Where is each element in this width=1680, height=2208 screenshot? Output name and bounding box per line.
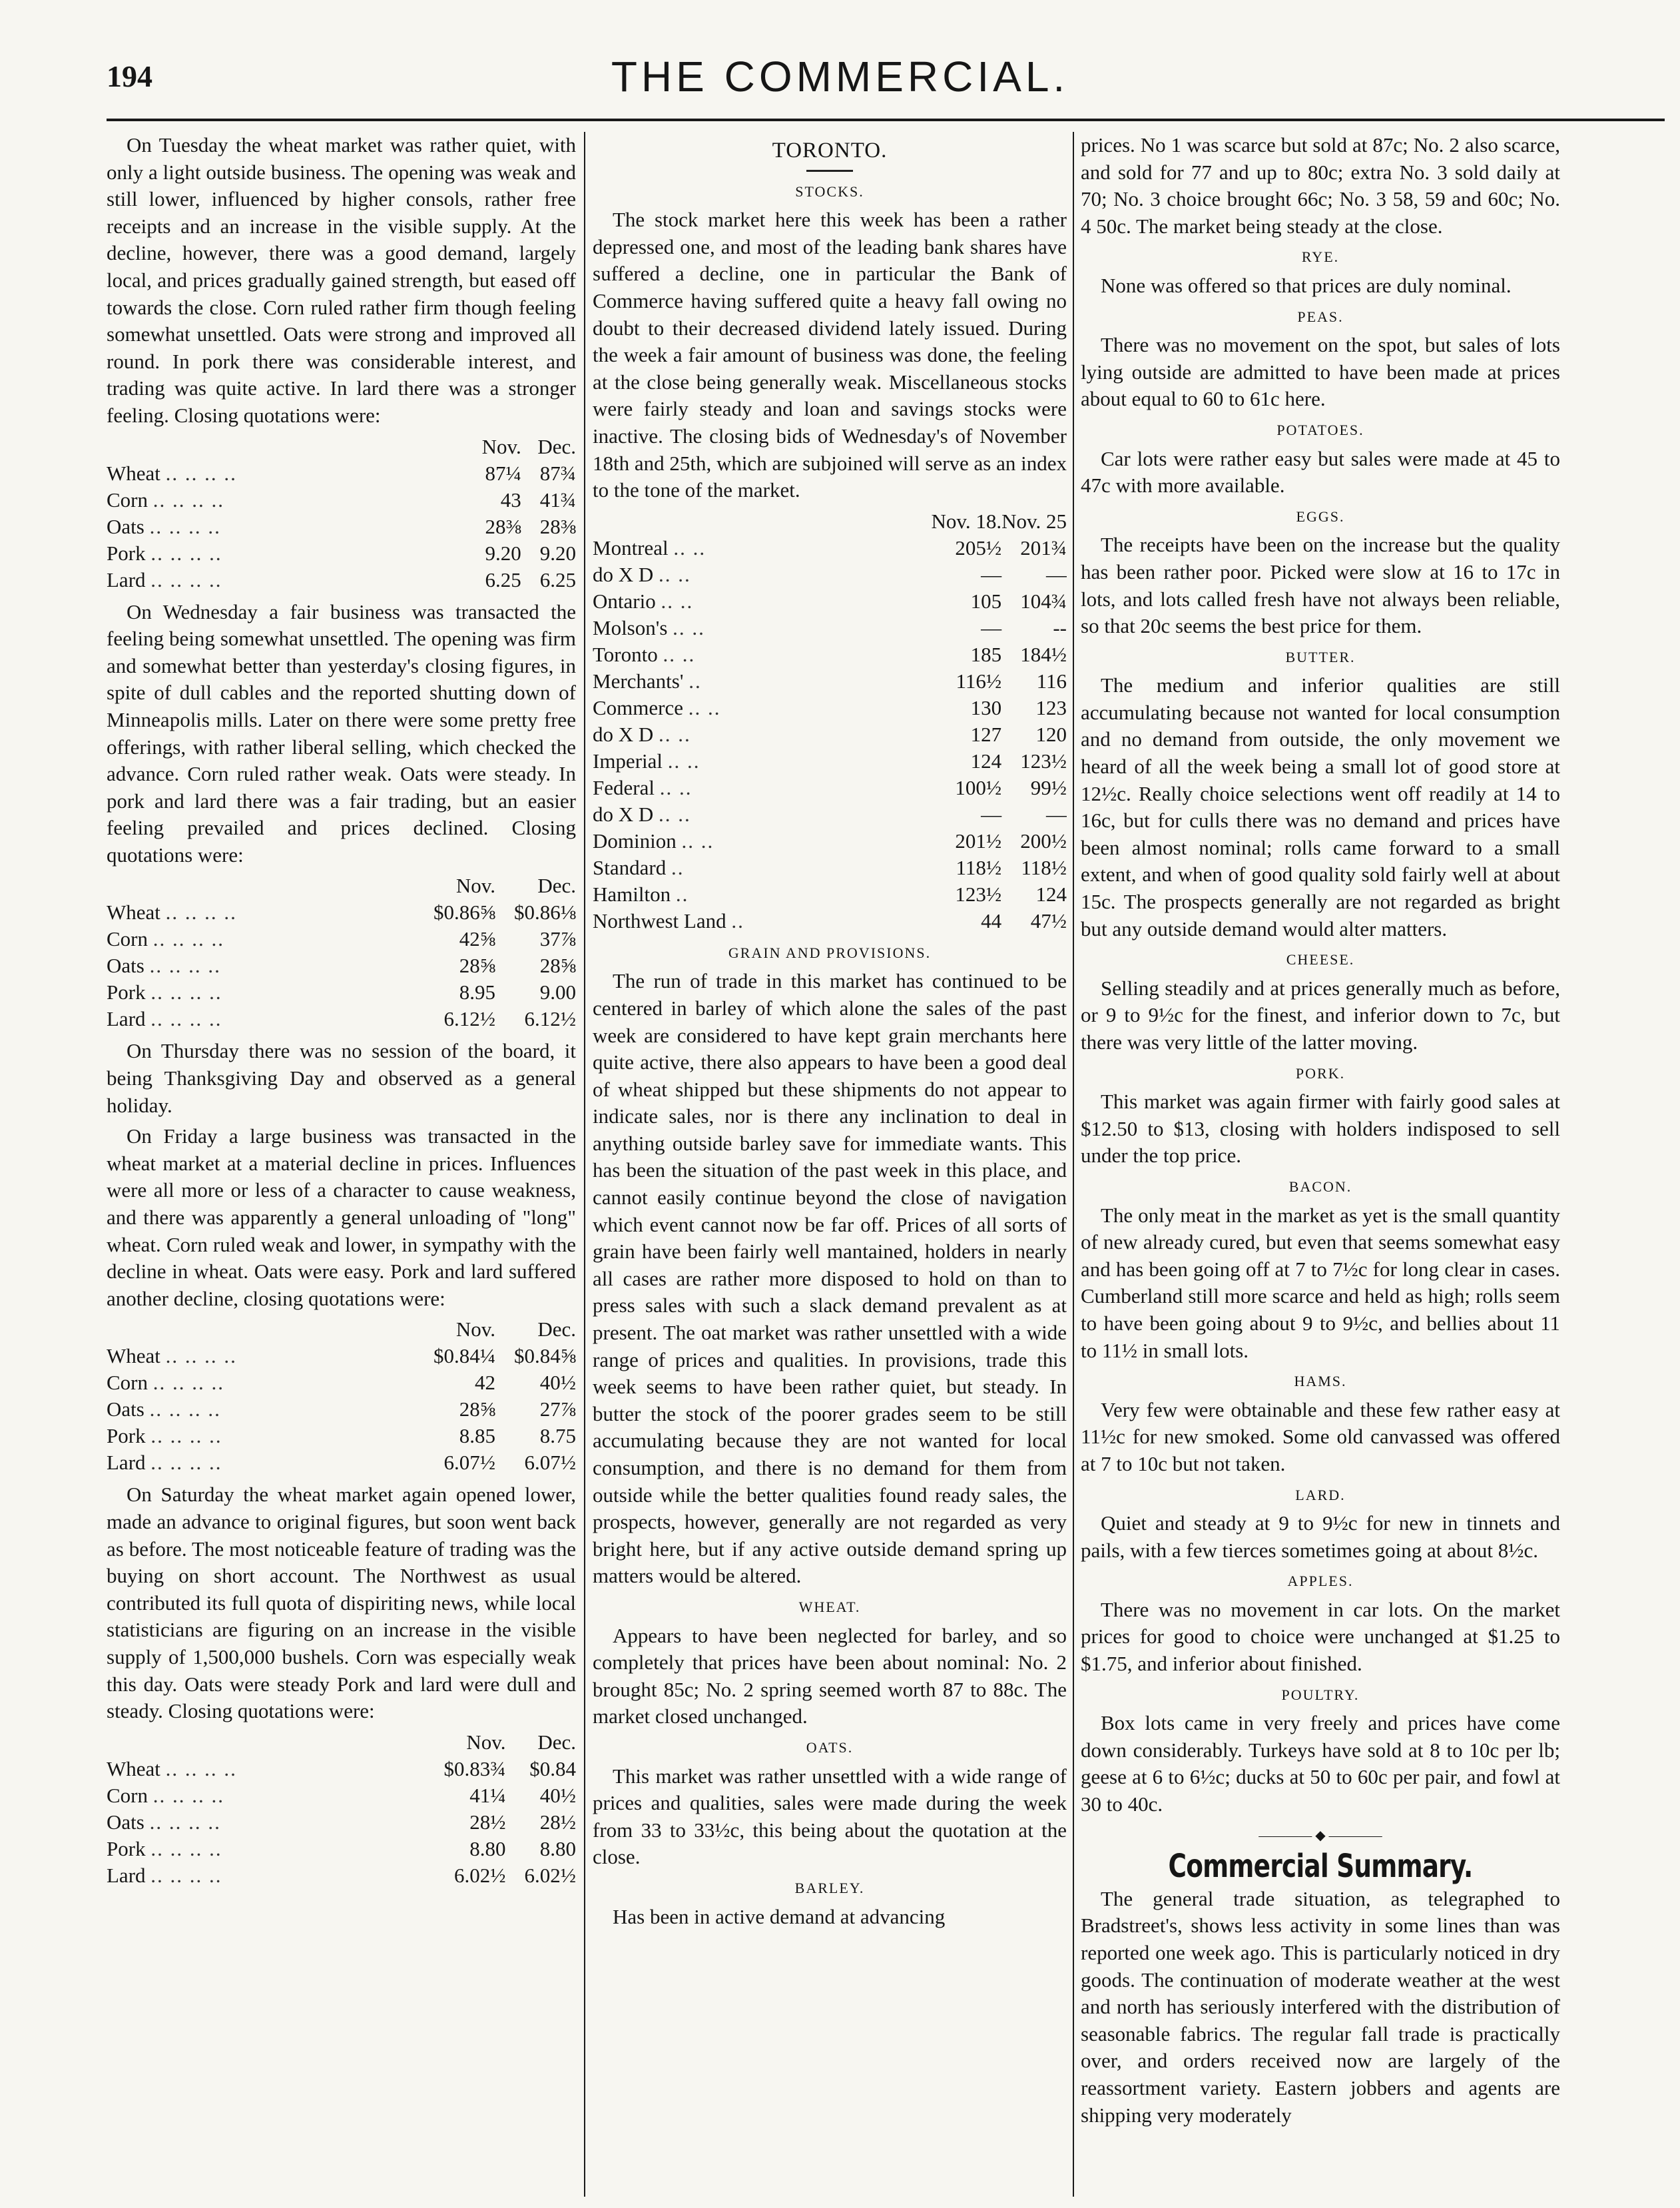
table-row: Wheat .. .. .. .. $0.83¾ $0.84 [107,1756,576,1782]
paragraph-bacon: The only meat in the market as yet is the small quantity of new already cured, but even that seems somewhat easy and has been going off at 7 to 7½c for long clear in cases. Cumberland still more scarce and held as high; rolls seem to have been going about 9 to 9½c, and bellies about 11 to 11½ in small lots. [1081,1203,1560,1362]
paragraph-barley: Has been in active demand at advancing [613,1904,946,1928]
text-cell: Molson's [593,615,668,639]
paragraph-apples: There was no movement in car lots. On the market prices for good to choice were unchanged at $1.25 to $1.75, and inferior about finished. [1081,1597,1560,1676]
subhead-potatoes: POTATOES. [1276,421,1364,438]
text-cell: Wheat [107,1756,160,1780]
paragraph-saturday: On Saturday the wheat market again opened lower, made an advance to original figures, but soon went back as before. The most noticeable feature of trading was the buying on short account. The Northwest as usual contributed its full quota of dispiriting news, while local statisticians are figuring on an increase in the visible supply of 1,500,000 bushels. Corn was especially weak this day. Oats were steady Pork and lard were dull and steady. Closing quotations were: [107,1483,576,1723]
text-cell: 127 [970,722,1002,746]
text-cell: 185 [970,642,1002,666]
table-row: Montreal .. .. 205½ 201¾ [593,535,1067,561]
text-cell: Imperial [593,749,663,773]
paragraph-wednesday: On Wednesday a fair business was transacted the feeling being somewhat unsettled. The opening was firm and somewhat better than yesterday's closing figures, in spite of dull cables and the reported shutting down of Minneapolis mills. Later on there were some pretty free offerings, with rather liberal selling, which checked the advance. Corn ruled rather weak. Oats were steady. In pork and lard there was a fair trading, but an easier feeling prevailed and prices declined. Closing quotations were: [107,599,576,867]
text-cell: 118½ [1021,855,1067,879]
table-row: Pork .. .. .. .. 8.80 8.80 [107,1836,576,1862]
paragraph-pork: This market was again firmer with fairly good sales at $12.50 to $13, closing with holders indisposed to sell under the top price. [1081,1090,1560,1168]
section-title-commercial-summary: Commercial Summary. [1168,1848,1473,1886]
table-row: do X D .. .. 127 120 [593,721,1067,748]
column-divider [584,132,585,2197]
text-cell: Corn [107,927,148,951]
paragraph-potatoes: Car lots were rather easy but sales were made at 45 to 47c with more available. [1081,446,1560,498]
text-cell [107,1729,425,1756]
subhead-stocks: STOCKS. [795,183,864,200]
table-row: Lard .. .. .. .. 6.25 6.25 [107,567,576,593]
text-cell: 37⅞ [539,927,576,951]
text-cell: 6.07½ [524,1451,576,1475]
text-cell: 9.00 [539,980,576,1004]
page-number: 194 [107,59,152,93]
text-cell: Lard [107,1863,146,1887]
column-produce [1081,132,1560,2197]
text-cell: Pork [107,1836,146,1860]
text-cell [107,873,415,899]
text-cell: Wheat [107,901,160,924]
table-row: Lard .. .. .. .. 6.07½ 6.07½ [107,1449,576,1476]
table-row: do X D .. .. — — [593,801,1067,828]
table-row: Lard .. .. .. .. 6.12½ 6.12½ [107,1006,576,1032]
subhead-eggs: EGGS. [1296,508,1345,525]
subhead-apples: APPLES. [1287,1573,1354,1590]
text-cell: Merchants' [593,669,684,693]
text-cell: 28⅝ [459,954,495,978]
title-rule [806,170,853,172]
text-cell: 9.20 [539,541,576,565]
text-cell: 6.12½ [443,1007,495,1031]
table-row: Northwest Land .. 44 47½ [593,908,1067,934]
subhead-oats: OATS. [806,1738,854,1756]
text-cell: 124 [970,749,1002,773]
table-row: Molson's .. .. — -- [593,615,1067,641]
text-cell: 40½ [539,1783,576,1807]
quotation-table-wednesday [107,873,576,1032]
text-cell: 42⅝ [459,927,495,951]
quotation-table-tuesday [107,434,576,593]
text-cell: — [981,615,1002,639]
text-cell: Wheat [107,1344,160,1368]
col-header-dec: Dec. [537,1730,576,1754]
paragraph-stocks: The stock market here this week has been a rather depressed one, and most of the leading bank shares have suffered a decline, one in particular the Bank of Commerce having suffered quite a heavy fall owing no doubt to their decreased dividend lately issued. During the week a fair amount of business was done, the feeling at the close being generally weak. Miscellaneous stocks were fairly steady and loan and savings stocks were inactive. The closing bids of Wednesday's of November 18th and 25th, which are subjoined will serve as an index to the tone of the market. [593,208,1067,502]
table-row: Imperial .. .. 124 123½ [593,748,1067,775]
text-cell: Corn [107,1783,148,1807]
table-row: Dominion .. .. 201½ 200½ [593,828,1067,855]
text-cell: do X D [593,562,654,586]
text-cell: 201½ [955,829,1002,853]
text-cell: 8.85 [459,1424,495,1448]
text-cell: 205½ [955,536,1002,559]
text-cell: 40½ [539,1371,576,1395]
table-row: Merchants' .. 116½ 116 [593,668,1067,695]
col-header-nov18: Nov. 18. [931,509,1002,533]
text-cell: 184½ [1020,642,1067,666]
text-cell: $0.84¼ [433,1344,495,1368]
subhead-grain-provisions: GRAIN AND PROVISIONS. [728,944,932,961]
table-row: Standard .. 118½ 118½ [593,855,1067,881]
paragraph-lard: Quiet and steady at 9 to 9½c for new in tinnets and pails, with a few tierces sometimes going at about 8½c. [1081,1511,1560,1562]
text-cell: Corn [107,1371,148,1395]
text-cell: $0.86⅝ [433,901,495,924]
paragraph-tuesday: On Tuesday the wheat market was rather quiet, with only a light outside business. The opening was weak and still lower, influenced by higher consols, rather free receipts and an increase in the visible supply. At the decline, however, there was a good demand, largely local, and prices gradually gained strength, but eased off towards the close. Corn ruled rather firm though feeling somewhat unsettled. Oats were strong and improved all round. In pork there was considerable interest, and trading was quite active. In lard there was a stronger feeling. Closing quotations were: [107,133,576,427]
text-cell: 41¼ [469,1783,506,1807]
text-cell: Lard [107,567,146,591]
text-cell: — [981,802,1002,826]
table-row: Corn .. .. .. .. 42 40½ [107,1369,576,1396]
col-header-dec: Dec. [537,1317,576,1341]
subhead-cheese: CHEESE. [1286,951,1355,968]
subhead-poultry: POULTRY. [1281,1686,1360,1703]
text-cell: 124 [1035,882,1067,906]
text-cell: Ontario [593,589,656,613]
text-cell: 42 [475,1371,495,1395]
text-cell: 28⅜ [539,514,576,538]
text-cell: 123½ [1020,749,1067,773]
text-cell: 28⅝ [459,1397,495,1421]
col-header-nov25: Nov. 25 [1001,509,1067,533]
table-row: Oats .. .. .. .. 28⅜ 28⅜ [107,514,576,540]
paragraph-eggs: The receipts have been on the increase but the quality has been rather poor. Picked were slow at 16 to 17c in lots, and lots called fresh have not always been reliable, so that 20c seems the best price for them. [1081,533,1560,638]
text-cell: 47½ [1030,909,1067,932]
text-cell: Pork [107,980,146,1004]
col-header-nov: Nov. [466,1730,506,1754]
ornament-divider-icon: ———— ◆ ———— [1259,1828,1382,1843]
text-cell: Oats [107,954,144,978]
text-cell: 201¾ [1020,536,1067,559]
table-row: Corn .. .. .. .. 43 41¾ [107,487,576,514]
col-header-nov: Nov. [455,1317,495,1341]
text-cell: 118½ [956,855,1002,879]
quotation-table-friday [107,1316,576,1476]
header-rule [107,119,1665,121]
paragraph-poultry: Box lots came in very freely and prices have come down considerably. Turkeys have sold at 8 to 10c per lb; geese at 6 to 6½c; ducks at 50 to 60c per pair, and fowl at 30 to 40c. [1081,1711,1560,1816]
table-row: Oats .. .. .. .. 28½ 28½ [107,1809,576,1836]
text-cell: Standard [593,855,667,879]
text-cell: -- [1053,615,1067,639]
column-divider [1073,132,1074,2197]
table-row: Pork .. .. .. .. 8.95 9.00 [107,979,576,1006]
col-header-dec: Dec. [537,874,576,898]
table-row: Federal .. .. 100½ 99½ [593,775,1067,801]
paragraph-summary: The general trade situation, as telegraphed to Bradstreet's, shows less activity in some lines than was reported one week ago. This is particularly noticed in dry goods. The continuation of moderate weather at the west and north has seriously interfered with the distribution of seasonable fabrics. The regular fall trade is practically over, and orders received now are largely of the reassortment variety. Eastern jobbers and agents are shipping very moderately [1081,1886,1560,2127]
table-row: Corn .. .. .. .. 42⅝ 37⅞ [107,926,576,952]
text-cell: Pork [107,1424,146,1448]
table-row: Pork .. .. .. .. 8.85 8.75 [107,1423,576,1449]
subhead-bacon: BACON. [1288,1178,1352,1195]
paragraph-friday: On Friday a large business was transacted in the wheat market at a material decline in prices. Influences were all more or less of a character to cause weakness, and there was apparently a general unloading of "long" wheat. Corn ruled weak and lower, in sympathy with the decline in wheat. Oats were easy. Pork and lard suffered another decline, closing quotations were: [107,1124,576,1310]
text-cell: — [1046,802,1067,826]
text-cell: 105 [970,589,1002,613]
text-cell: 87¼ [485,461,521,485]
paragraph-wheat: Appears to have been neglected for barley, and so completely that prices have been about nominal: No. 2 brought 85c; No. 2 spring seemed worth 87 to 88c. The market closed unchanged. [593,1623,1067,1728]
text-cell: do X D [593,802,654,826]
text-cell: 123½ [955,882,1002,906]
subhead-peas: PEAS. [1297,308,1344,325]
subhead-hams: HAMS. [1294,1373,1347,1390]
text-cell: Oats [107,514,144,538]
table-row: Commerce .. .. 130 123 [593,695,1067,721]
paragraph-barley-continued: prices. No 1 was scarce but sold at 87c; No. 2 also scarce, and sold for 77 and up to 80c; extra No. 3 sold daily at 70; No. 3 choice brought 66c; No. 3 58, 59 and 60c; No. 4 50c. The market being steady at the close. [1081,133,1560,238]
subhead-wheat: WHEAT. [798,1598,861,1615]
text-cell: Dominion [593,829,677,853]
text-cell: 6.02½ [454,1863,506,1887]
text-cell: 116½ [956,669,1002,693]
subhead-butter: BUTTER. [1285,648,1356,665]
column-toronto [593,132,1067,2197]
text-cell: — [1046,562,1067,586]
text-cell: 100½ [955,775,1002,799]
text-cell: Montreal [593,536,669,559]
text-cell: Northwest Land [593,909,726,932]
text-cell: — [981,562,1002,586]
text-cell: Lard [107,1451,146,1475]
text-cell: 8.75 [539,1424,576,1448]
subhead-pork: PORK. [1295,1064,1346,1082]
stock-quotation-table [593,508,1067,934]
text-cell: 43 [500,488,521,512]
text-cell: $0.84 [529,1756,576,1780]
table-row: Toronto .. .. 185 184½ [593,641,1067,668]
text-cell: 8.80 [539,1836,576,1860]
text-cell: 116 [1036,669,1067,693]
text-cell [107,434,467,460]
text-cell: Wheat [107,461,160,485]
subhead-rye: RYE. [1301,248,1340,266]
text-cell: Corn [107,488,148,512]
text-cell: Federal [593,775,655,799]
text-cell: Lard [107,1007,146,1031]
text-cell: 28⅝ [539,954,576,978]
text-cell: 6.12½ [524,1007,576,1031]
table-row: do X D .. .. — — [593,561,1067,588]
text-cell: 41¾ [539,488,576,512]
text-cell: 120 [1035,722,1067,746]
paragraph-butter: The medium and inferior qualities are still accumulating because not wanted for local consumption and no demand from outside, the only movement we heard of all the week being a small lot of good store at 12½c. Really choice selections went off readily at 14 to 16c, but for culls there was no demand and prices have been almost nominal; rolls came forward to a small extent, and when of good quality sold fairly well at about 15c. The prospects generally are not regarded as bright but any outside demand would alter matters. [1081,673,1560,940]
paragraph-thursday: On Thursday there was no session of the board, it being Thanksgiving Day and observed as a general holiday. [107,1039,576,1117]
text-cell: Hamilton [593,882,671,906]
text-cell: Toronto [593,642,658,666]
section-title-toronto: TORONTO. [772,139,888,163]
table-row: Oats .. .. .. .. 28⅝ 28⅝ [107,952,576,979]
text-cell: 104¾ [1020,589,1067,613]
text-cell: 27⅞ [539,1397,576,1421]
text-cell: $0.83¾ [443,1756,506,1780]
subhead-lard: LARD. [1295,1486,1346,1503]
text-cell [593,508,932,535]
col-header-nov: Nov. [481,434,521,458]
text-cell: 6.25 [539,567,576,591]
text-cell: $0.84⅝ [514,1344,576,1368]
text-cell: $0.86⅛ [514,901,576,924]
text-cell: 200½ [1020,829,1067,853]
text-cell: Pork [107,541,146,565]
paragraph-hams: Very few were obtainable and these few rather easy at 11½c for new smoked. Some old canvassed was offered at 7 to 10c but not taken. [1081,1397,1560,1475]
text-cell: 99½ [1030,775,1067,799]
text-cell: Oats [107,1397,144,1421]
text-cell: 8.95 [459,980,495,1004]
text-cell: 9.20 [485,541,521,565]
col-header-dec: Dec. [537,434,576,458]
text-cell: do X D [593,722,654,746]
text-cell: 130 [970,695,1002,719]
text-cell: Oats [107,1810,144,1834]
text-cell: 8.80 [469,1836,506,1860]
text-cell: 44 [981,909,1002,932]
table-row: Hamilton .. 123½ 124 [593,881,1067,908]
column-chicago-markets [107,132,576,2197]
text-cell: 28½ [469,1810,506,1834]
text-cell: 123 [1035,695,1067,719]
quotation-table-saturday [107,1729,576,1889]
table-row: Wheat .. .. .. .. $0.84¼ $0.84⅝ [107,1343,576,1369]
table-row: Pork .. .. .. .. 9.20 9.20 [107,540,576,567]
table-row: Lard .. .. .. .. 6.02½ 6.02½ [107,1862,576,1889]
page-header [0,0,1680,130]
text-cell: 28⅜ [485,514,521,538]
text-cell: 6.25 [485,567,521,591]
paragraph-peas: There was no movement on the spot, but sales of lots lying outside are admitted to have been made at prices about equal to 60 to 61c here. [1081,333,1560,411]
text-cell: Commerce [593,695,684,719]
masthead-title: THE COMMERCIAL. [611,53,1069,101]
text-cell: 87¾ [539,461,576,485]
table-row: Wheat .. .. .. .. $0.86⅝ $0.86⅛ [107,899,576,926]
subhead-barley: BARLEY. [794,1879,865,1896]
paragraph-oats: This market was rather unsettled with a wide range of prices and qualities, sales were made during the week from 33 to 33½c, this being about the quotation at the close. [593,1764,1067,1869]
table-row: Oats .. .. .. .. 28⅝ 27⅞ [107,1396,576,1423]
col-header-nov: Nov. [455,874,495,898]
table-row: Corn .. .. .. .. 41¼ 40½ [107,1782,576,1809]
paragraph-grain: The run of trade in this market has continued to be centered in barley of which alone the sales of the past week are considered to have kept grain merchants here quite active, there also appears to have been a good deal of wheat shipped but these shipments do not appear to indicate sales, nor is there any inclination to deal in anything outside barley save for immediate wants. This has been the situation of the past week in this place, and cannot easily continue beyond the close of navigation which event cannot now be far off. Prices of all sorts of grain have been fairly well mantained, holders in nearly all cases are rather more disposed to hold on than to press sales with such a slack demand prevalent as at present. The oat market was rather unsettled with a wide range of prices and qualities. In provisions, trade this week seems to have been rather quiet, but steady. In butter the stock of the poorer grades seem to be still accumulating because they are not wanted for local consumption, and there is no demand for them from outside while the better qualities found ready sales, the prospects, however, generally are not regarded as very bright here, but if any active outside demand spring up matters would be altered. [593,969,1067,1588]
text-cell [107,1316,415,1343]
table-row: Ontario .. .. 105 104¾ [593,588,1067,615]
paragraph-rye: None was offered so that prices are duly nominal. [1101,273,1512,297]
paragraph-cheese: Selling steadily and at prices generally much as before, or 9 to 9½c for the finest, and inferior down to 7c, but there was very little of the latter moving. [1081,976,1560,1054]
text-cell: 6.07½ [443,1451,495,1475]
text-cell: 28½ [539,1810,576,1834]
text-cell: 6.02½ [524,1863,576,1887]
table-row: Wheat .. .. .. .. 87¼ 87¾ [107,460,576,487]
